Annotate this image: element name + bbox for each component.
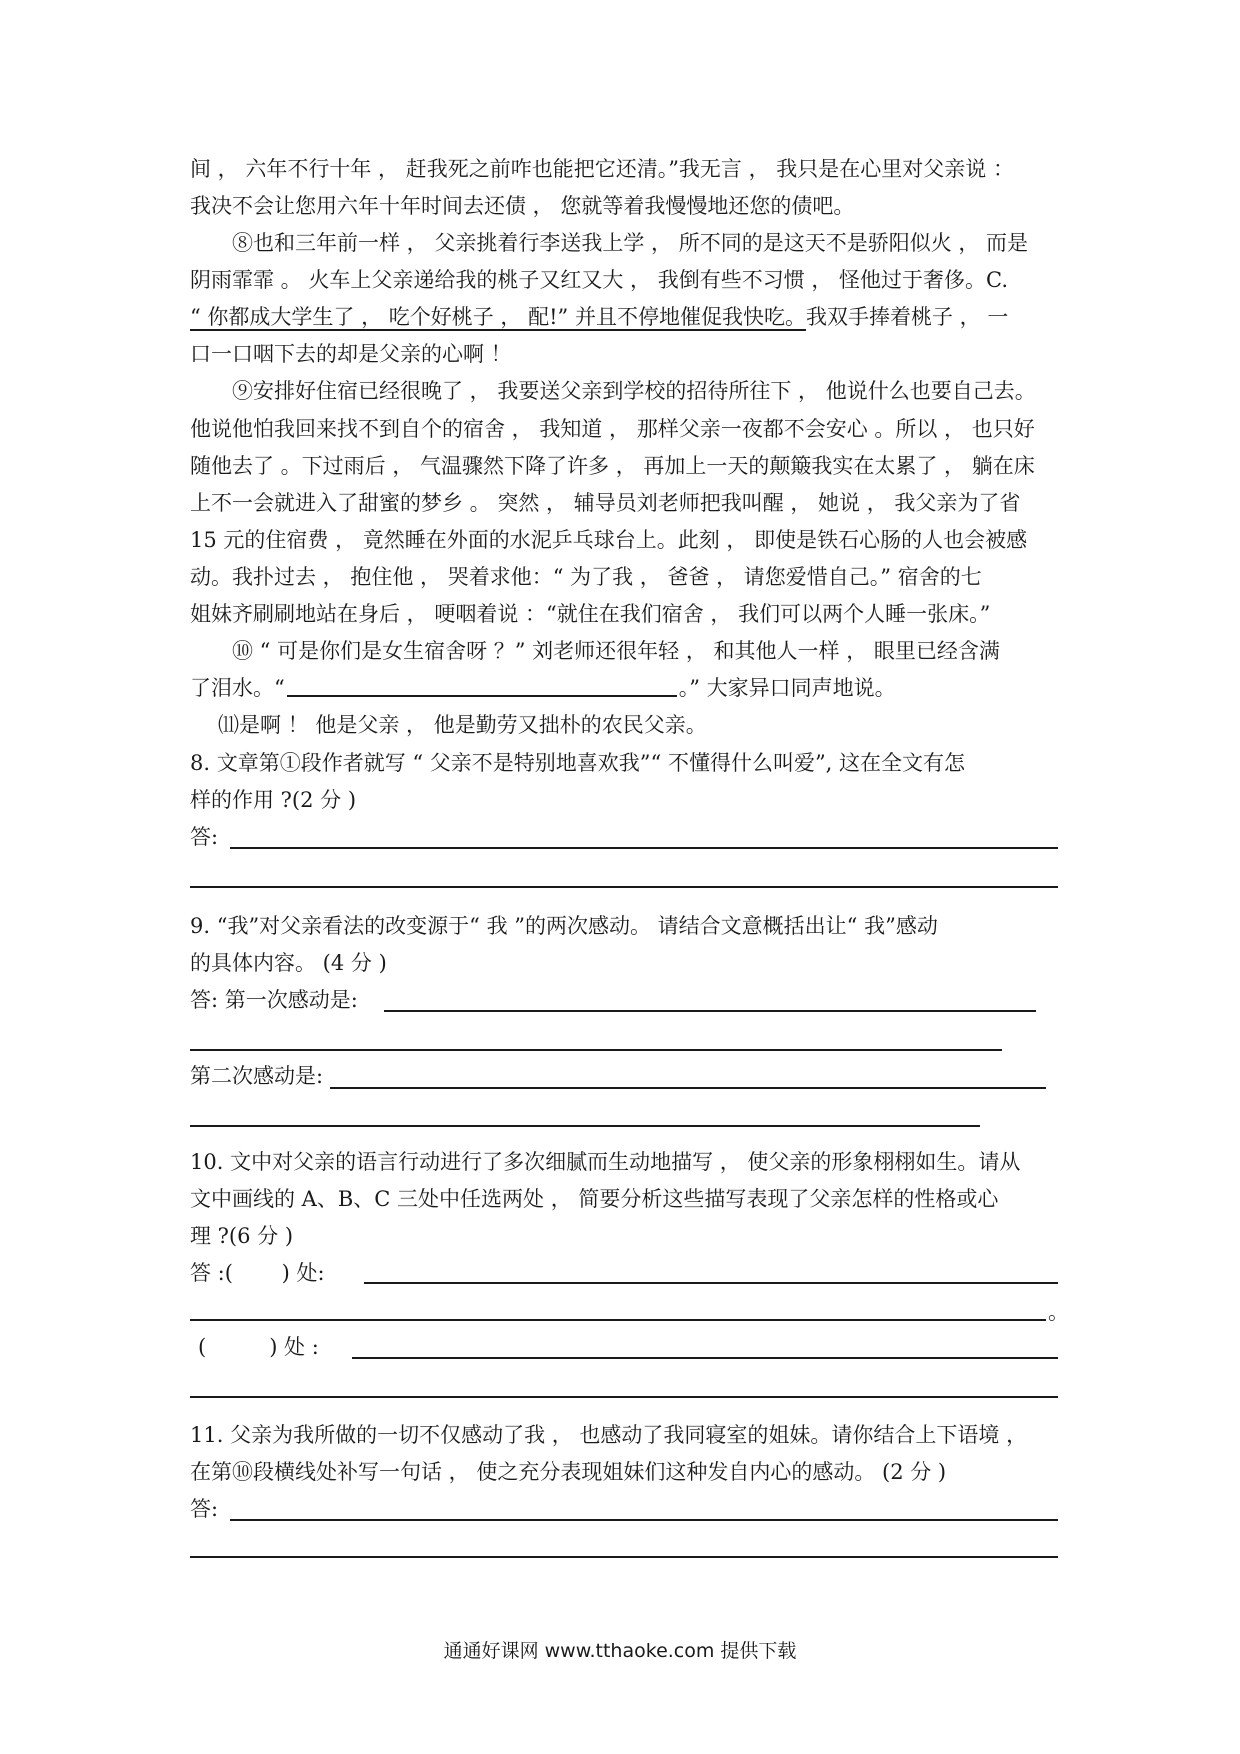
passage-line: 动。我扑过去 ， 抱住他 ， 哭着求他：“ 为了我 ， 爸爸 ， 请您爱惜自己。” 宿舍的七 (190, 565, 982, 589)
passage-line: 姐妹齐刷刷地站在身后 ， 哽咽着说 ：“就住在我们宿舍 ， 我们可以两个人睡一张床。” (190, 602, 991, 626)
question-10-answer-label-2: ( ) 处 : (198, 1335, 319, 1359)
question-8-text: 8. 文章第①段作者就写 “ 父亲不是特别地喜欢我”“ 不懂得什么叫爱”, 这在全文有怎 (190, 751, 966, 775)
question-9-answer-label-2: 第二次感动是: (190, 1064, 324, 1088)
question-8-text: 样的作用 ?(2 分 ) (190, 788, 357, 812)
question-10-text: 文中画线的 A、B、C 三处中任选两处 ， 简要分析这些描写表现了父亲怎样的性格或心 (190, 1187, 999, 1211)
passage-line: 他说他怕我回来找不到自个的宿舍 ， 我知道 ， 那样父亲一夜都不会安心 。所以 ， 也只好 (190, 417, 1035, 441)
passage-paragraph-10: ⑩ “ 可是你们是女生宿舍呀 ？” 刘老师还很年轻 ， 和其他人一样 ， 眼里已经含满 (232, 639, 1000, 663)
answer-line[interactable] (230, 1519, 1058, 1521)
answer-line[interactable] (230, 847, 1058, 849)
question-11-text: 在第⑩段横线处补写一句话 ， 使之充分表现姐妹们这种发自内心的感动。 (2 分 ) (190, 1460, 947, 1484)
question-9-text: 9. “我”对父亲看法的改变源于“ 我 ”的两次感动。 请结合文意概括出让“ 我”感动 (190, 914, 938, 938)
answer-line[interactable] (190, 1049, 1002, 1051)
answer-line[interactable] (352, 1357, 1058, 1359)
passage-line: 口一口咽下去的却是父亲的心啊 ！ (190, 342, 512, 366)
question-9-text: 的具体内容。 (4 分 ) (190, 951, 387, 975)
answer-line[interactable] (330, 1087, 1046, 1089)
question-11-answer-label: 答: (190, 1497, 219, 1521)
passage-paragraph-8: ⑧也和三年前一样 ， 父亲挑着行李送我上学 ， 所不同的是这天不是骄阳似火 ， 而是 (232, 231, 1029, 255)
underlined-passage-c: “ 你都成大学生了 ， 吃个好桃子 ， 配!” 并且不停地催促我快吃。 (190, 305, 806, 329)
page-footer: 通通好课网 www.tthaoke.com 提供下载 (443, 1640, 797, 1662)
answer-line[interactable] (190, 1125, 980, 1127)
passage-text: 。” 大家异口同声地说。 (678, 676, 896, 700)
passage-line: 间 ， 六年不行十年 ， 赶我死之前咋也能把它还清。”我无言 ， 我只是在心里对父亲说 ： (190, 157, 1014, 181)
answer-line[interactable] (190, 886, 1058, 888)
passage-paragraph-9: ⑨安排好住宿已经很晚了 ， 我要送父亲到学校的招待所往下 ， 他说什么也要自己去。 (232, 379, 1036, 403)
passage-line: 随他去了 。下过雨后 ， 气温骤然下降了许多 ， 再加上一天的颠簸我实在太累了 ， 躺在床 (190, 454, 1035, 478)
passage-line (190, 298, 1008, 336)
passage-paragraph-11: ⑾是啊 ！ 他是父亲 ， 他是勤劳又拙朴的农民父亲。 (218, 713, 707, 737)
answer-line[interactable] (190, 1396, 1058, 1398)
passage-line: 15 元的住宿费 ， 竟然睡在外面的水泥乒乓球台上。此刻 ， 即使是铁石心肠的人也会被感 (190, 528, 1028, 552)
passage-line: 阴雨霏霏 。 火车上父亲递给我的桃子又红又大 ， 我倒有些不习惯 ， 怪他过于奢侈。C. (190, 268, 1009, 292)
question-10-text: 理 ?(6 分 ) (190, 1224, 294, 1248)
question-11-text: 11. 父亲为我所做的一切不仅感动了我 ， 也感动了我同寝室的姐妹。请你结合上下语境 ， (190, 1423, 1028, 1447)
passage-line: 上不一会就进入了甜蜜的梦乡 。 突然 ， 辅导员刘老师把我叫醒 ， 她说 ， 我父亲为了省 (190, 491, 1021, 515)
answer-line[interactable] (364, 1282, 1058, 1284)
question-9-answer-label-1: 答: 第一次感动是: (190, 988, 358, 1012)
answer-line[interactable] (190, 1319, 1046, 1321)
passage-line: 我决不会让您用六年十年时间去还债 ， 您就等着我慢慢地还您的债吧。 (190, 194, 855, 218)
passage-line (190, 669, 896, 707)
answer-line[interactable] (190, 1556, 1058, 1558)
question-10-text: 10. 文中对父亲的语言行动进行了多次细腻而生动地描写 ， 使父亲的形象栩栩如生。请从 (190, 1150, 1021, 1174)
passage-text: 了泪水。“ (190, 676, 285, 700)
question-10-answer-label-1: 答 :( ) 处: (190, 1261, 325, 1285)
answer-end-mark: 。 (1048, 1300, 1069, 1324)
passage-text: 我双手捧着桃子 ， 一 (805, 305, 1009, 329)
answer-line[interactable] (384, 1010, 1036, 1012)
question-8-answer-label: 答: (190, 825, 219, 849)
fill-blank-answer[interactable] (287, 673, 677, 697)
